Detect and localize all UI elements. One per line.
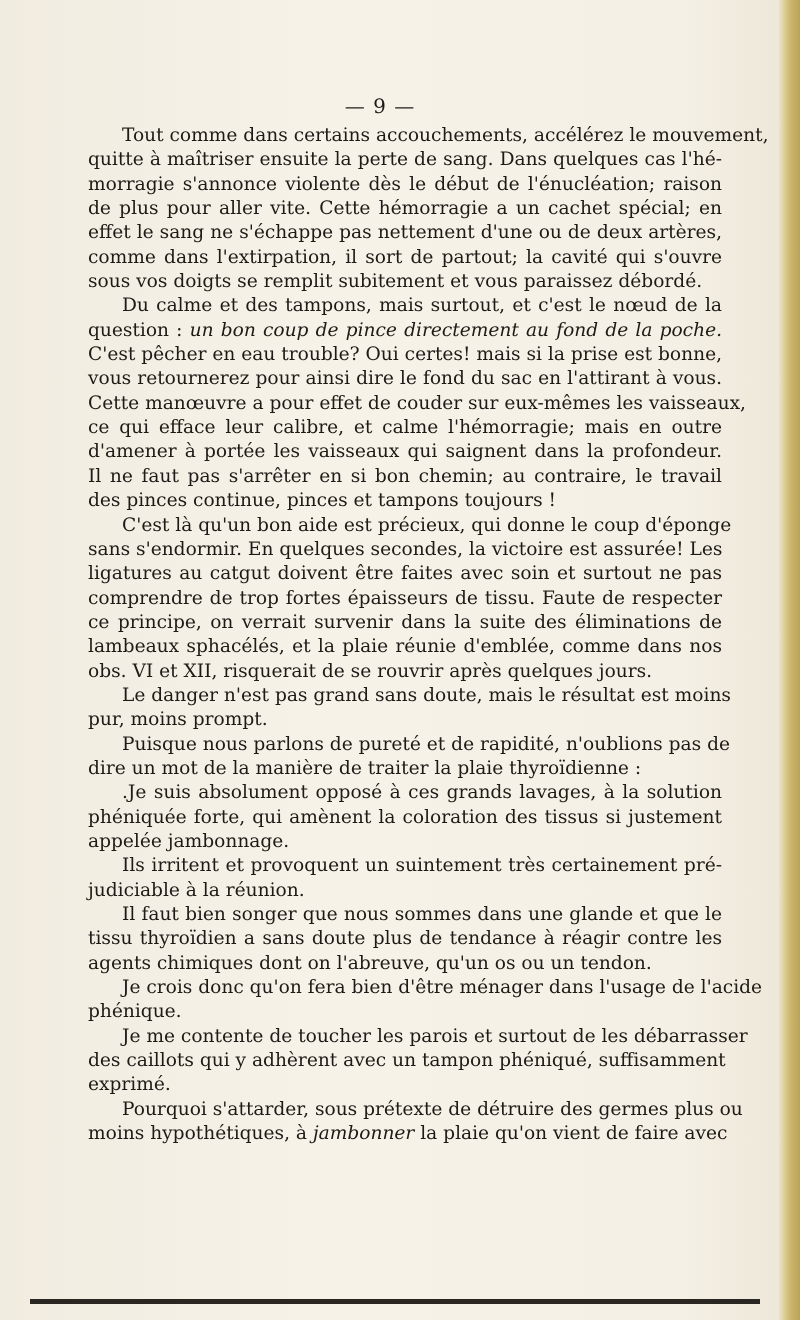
text-line [88, 1122, 728, 1146]
page-edge-shadow [778, 0, 800, 1320]
page-bottom-rule [30, 1299, 760, 1304]
text-line: C'est pêcher en eau trouble? Oui certes! mais si la prise est bonne, [88, 344, 722, 366]
text-line: Je me contente de toucher les parois et surtout de les débarrasser [122, 1025, 748, 1047]
text-line: Cette manœuvre a pour effet de couder sur eux-mêmes les vaisseaux, [88, 392, 746, 414]
text-line: sans s'endormir. En quelques secondes, la victoire est assurée! Les [88, 538, 723, 560]
text-line: Il ne faut pas s'arrêter en si bon chemin; au contraire, le travail [88, 465, 722, 487]
text-line: Tout comme dans certains accouchements, accélérez le mouvement, [122, 125, 769, 146]
text-line: appelée jambonnage. [88, 830, 290, 852]
text-line: des caillots qui y adhèrent avec un tampon phéniqué, suffisamment [88, 1050, 726, 1072]
text-line: tissu thyroïdien a sans doute plus de tendance à réagir contre les [88, 928, 722, 950]
text-run: la plaie qu'on vient de faire avec [414, 1123, 728, 1145]
text-line: Le danger n'est pas grand sans doute, mais le résultat est moins [122, 684, 731, 706]
text-line: obs. VI et XII, risquerait de se rouvrir après quelques jours. [88, 660, 653, 682]
text-line: judiciable à la réunion. [88, 879, 305, 901]
text-line: pur, moins prompt. [88, 709, 268, 731]
text-run: moins hypothétiques, à [88, 1123, 313, 1145]
text-line: exprimé. [88, 1074, 171, 1096]
text-line: phéniquée forte, qui amènent la coloration des tissus si justement [88, 806, 722, 828]
text-line: ce qui efface leur calibre, et calme l'hémorragie; mais en outre [88, 417, 722, 439]
text-line: comme dans l'extirpation, il sort de partout; la cavité qui s'ouvre [88, 246, 722, 268]
italic-phrase: un bon coup de pince directement au fond de la poche. [189, 319, 722, 341]
text-line [88, 319, 722, 343]
text-line: effet le sang ne s'échappe pas nettement d'une ou de deux artères, [88, 222, 722, 244]
text-line: d'amener à portée les vaisseaux qui saignent dans la profondeur. [88, 441, 722, 463]
text-line: ce principe, on verrait survenir dans la suite des éliminations de [88, 611, 722, 633]
text-line: vous retournerez pour ainsi dire le fond du sac en l'attirant à vous. [88, 368, 722, 390]
text-run: question : [88, 319, 190, 341]
text-line: Puisque nous parlons de pureté et de rapidité, n'oublions pas de [122, 733, 730, 755]
text-line: dire un mot de la manière de traiter la plaie thyroïdienne : [88, 757, 642, 779]
text-line: agents chimiques dont on l'abreuve, qu'un os ou un tendon. [88, 952, 652, 974]
text-line: des pinces continue, pinces et tampons toujours ! [88, 490, 557, 512]
text-line: Du calme et des tampons, mais surtout, et c'est le nœud de la [122, 295, 722, 317]
text-line: ligatures au catgut doivent être faites avec soin et surtout ne pas [88, 563, 722, 585]
text-line: sous vos doigts se remplit subitement et vous paraissez débordé. [88, 271, 703, 293]
page-number: — 9 — [344, 94, 416, 118]
text-line: de plus pour aller vite. Cette hémorragie a un cachet spécial; en [88, 198, 722, 220]
text-line: Je crois donc qu'on fera bien d'être ménager dans l'usage de l'acide [122, 977, 763, 999]
text-line: morragie s'annonce violente dès le début de l'énucléation; raison [88, 173, 722, 195]
text-line: comprendre de trop fortes épaisseurs de tissu. Faute de respecter [88, 587, 722, 609]
text-line: Il faut bien songer que nous sommes dans une glande et que le [122, 904, 722, 925]
text-line: lambeaux sphacélés, et la plaie réunie d'emblée, comme dans nos [88, 636, 722, 658]
text-line: Ils irritent et provoquent un suintement très certainement pré- [122, 855, 722, 877]
text-line: C'est là qu'un bon aide est précieux, qui donne le coup d'éponge [122, 514, 732, 536]
text-line: .Je suis absolument opposé à ces grands lavages, à la solution [122, 782, 722, 804]
body-text [88, 124, 769, 1146]
text-line: Pourquoi s'attarder, sous prétexte de détruire des germes plus ou [122, 1098, 743, 1120]
text-line: phénique. [88, 1001, 182, 1023]
text-line: quitte à maîtriser ensuite la perte de sang. Dans quelques cas l'hé- [88, 149, 722, 171]
italic-phrase: jambonner [312, 1123, 415, 1145]
